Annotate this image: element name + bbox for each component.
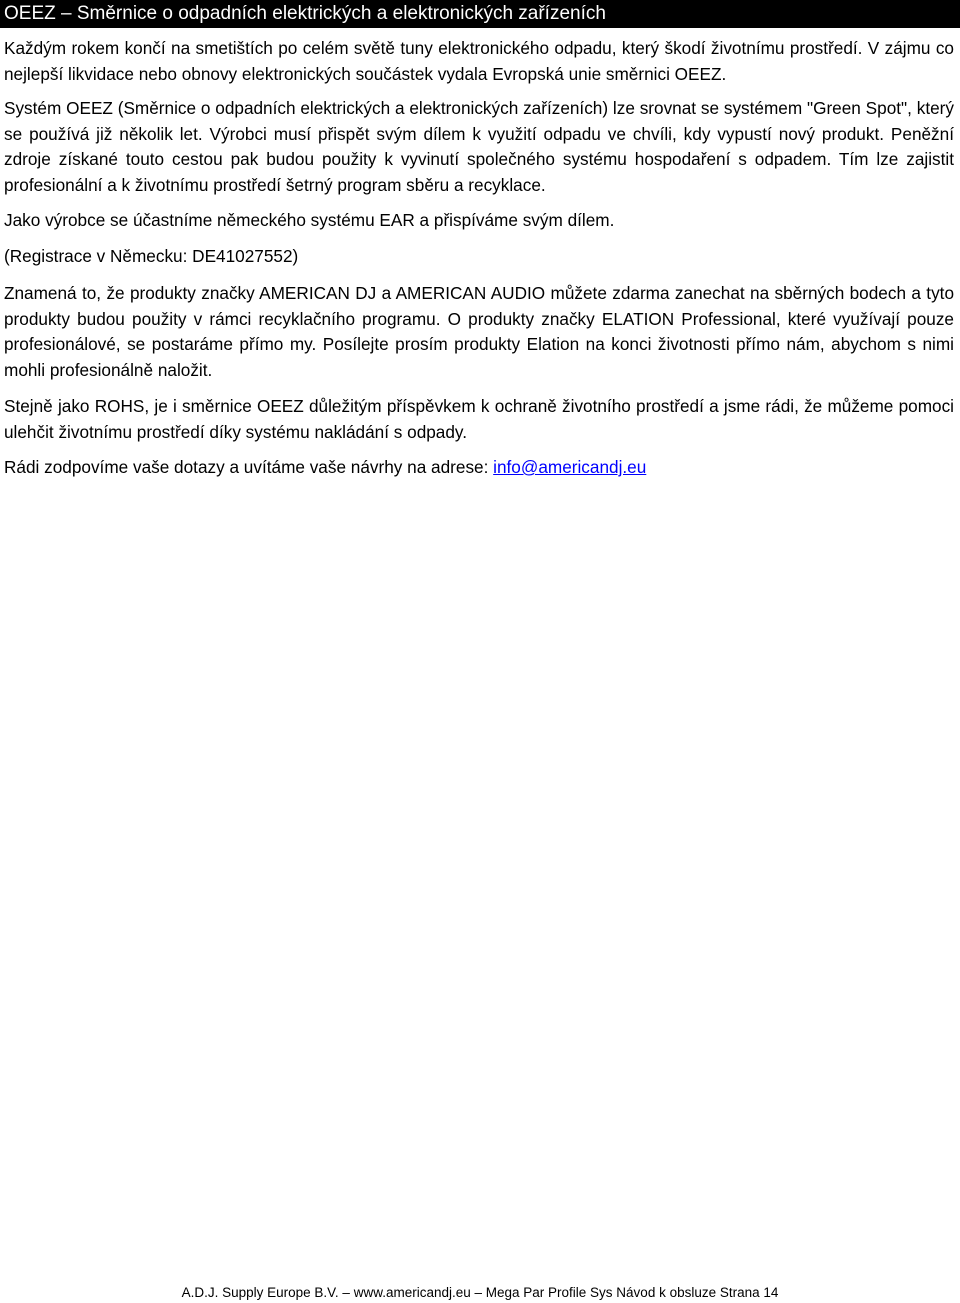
paragraph-intro: Každým rokem končí na smetištích po celém světě tuny elektronického odpadu, který škodí životnímu prostředí. V zájmu co nejlepší likvidace nebo obnovy elektronických součástek vydala Evropská unie směrnici OEEZ. [4,38,954,84]
footer-text: A.D.J. Supply Europe B.V. – www.americandj.eu – Mega Par Profile Sys Návod k obsluze Strana 14 [181,1285,779,1300]
paragraph-system: Systém OEEZ (Směrnice o odpadních elektrických a elektronických zařízeních) lze srovnat se systémem "Green Spot", který se používá již několik let. Výrobci musí přispět svým dílem k využití odpadu ve chvíli, kdy vypustí nový produkt. Peněžní zdroje získané touto cestou pak budou použity k vyvinutí společného systému hospodaření s odpadem. Tím lze zajistit profesionální a k životnímu prostředí šetrný program sběru a recyklace. [4,98,954,195]
paragraph-rohs: Stejně jako ROHS, je i směrnice OEEZ důležitým příspěvkem k ochraně životního prostředí a jsme rádi, že můžeme pomoci ulehčit životnímu prostředí díky systému nakládání s odpady. [4,396,954,442]
paragraph-ear: Jako výrobce se účastníme německého systému EAR a přispíváme svým dílem. [4,210,615,230]
paragraph-contact [4,455,954,481]
paragraph-brands: Znamená to, že produkty značky AMERICAN DJ a AMERICAN AUDIO můžete zdarma zanechat na sběrných bodech a tyto produkty budou použity v rámci recyklačního programu. O produkty značky ELATION Professional, které využívají pouze profesionálové, se postaráme přímo my. Posílejte prosím produkty Elation na konci životnosti přímo nám, abychom s nimi mohli profesionálně naložit. [4,283,954,380]
email-link[interactable]: info@americandj.eu [493,457,647,477]
section-title-bar [0,0,960,28]
document-body [4,36,954,491]
page-footer [0,1283,960,1303]
contact-text: Rádi zodpovíme vaše dotazy a uvítáme vaše návrhy na adrese: [4,457,494,477]
paragraph-registration: (Registrace v Německu: DE41027552) [4,245,299,266]
section-title: OEEZ – Směrnice o odpadních elektrických a elektronických zařízeních [4,3,606,24]
